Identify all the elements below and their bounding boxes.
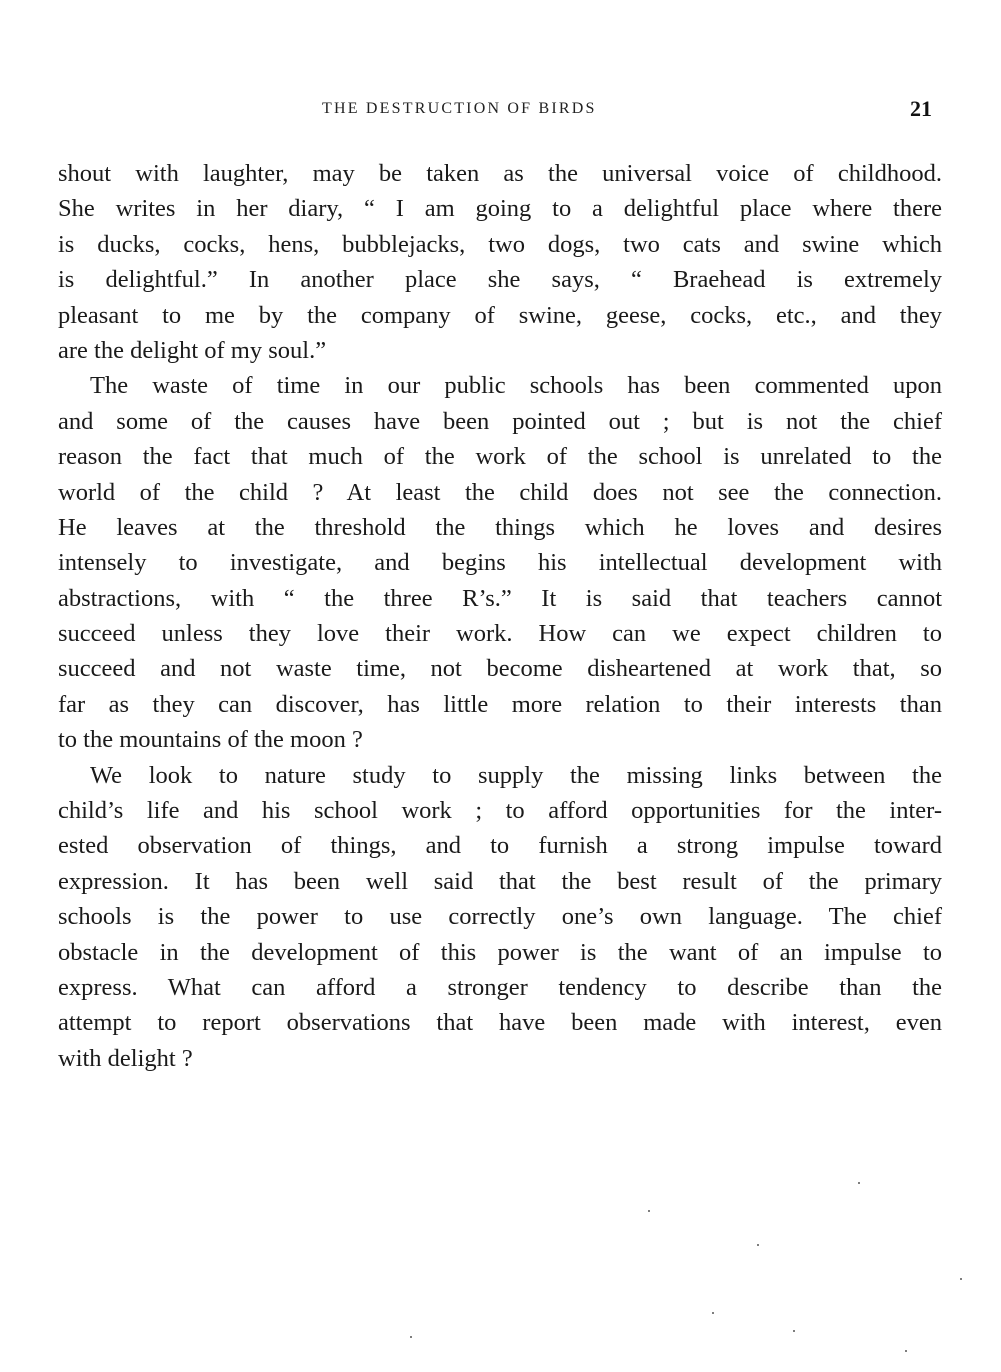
paragraph-3 xyxy=(58,758,942,1077)
paragraph-2 xyxy=(58,368,942,757)
text-line: attempt to report observations that have been made with interest, even xyxy=(58,1009,942,1037)
text-line: succeed and not waste time, not become disheartened at work that, so xyxy=(58,655,942,683)
scan-speck xyxy=(905,1350,907,1352)
text-line: with delight ? xyxy=(58,1044,193,1072)
text-line: and some of the causes have been pointed out ; but is not the chief xyxy=(58,407,942,435)
text-line: The waste of time in our public schools has been commented upon xyxy=(90,372,942,400)
scan-speck xyxy=(858,1182,860,1184)
text-line: expression. It has been well said that the best result of the primary xyxy=(58,867,942,895)
text-line: is delightful.” In another place she says, “ Braehead is extremely xyxy=(58,266,942,294)
text-line: She writes in her diary, “ I am going to a delightful place where there xyxy=(58,195,942,223)
text-line: intensely to investigate, and begins his intellectual development with xyxy=(58,549,942,577)
text-line: schools is the power to use correctly one’s own language. The chief xyxy=(58,903,942,931)
text-line: abstractions, with “ the three R’s.” It is said that teachers cannot xyxy=(58,584,942,612)
text-line: express. What can afford a stronger tendency to describe than the xyxy=(58,973,942,1001)
body-text xyxy=(58,156,942,1076)
text-line: child’s life and his school work ; to afford opportunities for the inter- xyxy=(58,797,942,825)
text-line: shout with laughter, may be taken as the universal voice of childhood. xyxy=(58,160,942,187)
scan-speck xyxy=(648,1210,650,1212)
text-line: to the mountains of the moon ? xyxy=(58,726,363,754)
scan-speck xyxy=(757,1244,759,1246)
text-line: reason the fact that much of the work of the school is unrelated to the xyxy=(58,443,942,471)
text-line: obstacle in the development of this power is the want of an impulse to xyxy=(58,938,942,966)
scan-speck xyxy=(960,1278,962,1280)
text-line: are the delight of my soul.” xyxy=(58,336,327,364)
scan-speck xyxy=(793,1330,795,1332)
paragraph-1 xyxy=(58,156,942,368)
text-line: world of the child ? At least the child does not see the connection. xyxy=(58,478,942,506)
running-title: THE DESTRUCTION OF BIRDS xyxy=(322,100,597,117)
text-line: succeed unless they love their work. How can we expect children to xyxy=(58,620,942,648)
text-line: pleasant to me by the company of swine, geese, cocks, etc., and they xyxy=(58,301,942,329)
text-line: is ducks, cocks, hens, bubblejacks, two dogs, two cats and swine which xyxy=(58,230,942,258)
scan-speck xyxy=(410,1336,412,1338)
scan-speck xyxy=(712,1312,714,1314)
text-line: He leaves at the threshold the things which he loves and desires xyxy=(58,513,942,541)
text-line: ested observation of things, and to furnish a strong impulse toward xyxy=(58,832,942,860)
page-number: 21 xyxy=(910,96,932,121)
text-line: We look to nature study to supply the missing links between the xyxy=(90,761,942,789)
text-line: far as they can discover, has little more relation to their interests than xyxy=(58,690,942,718)
